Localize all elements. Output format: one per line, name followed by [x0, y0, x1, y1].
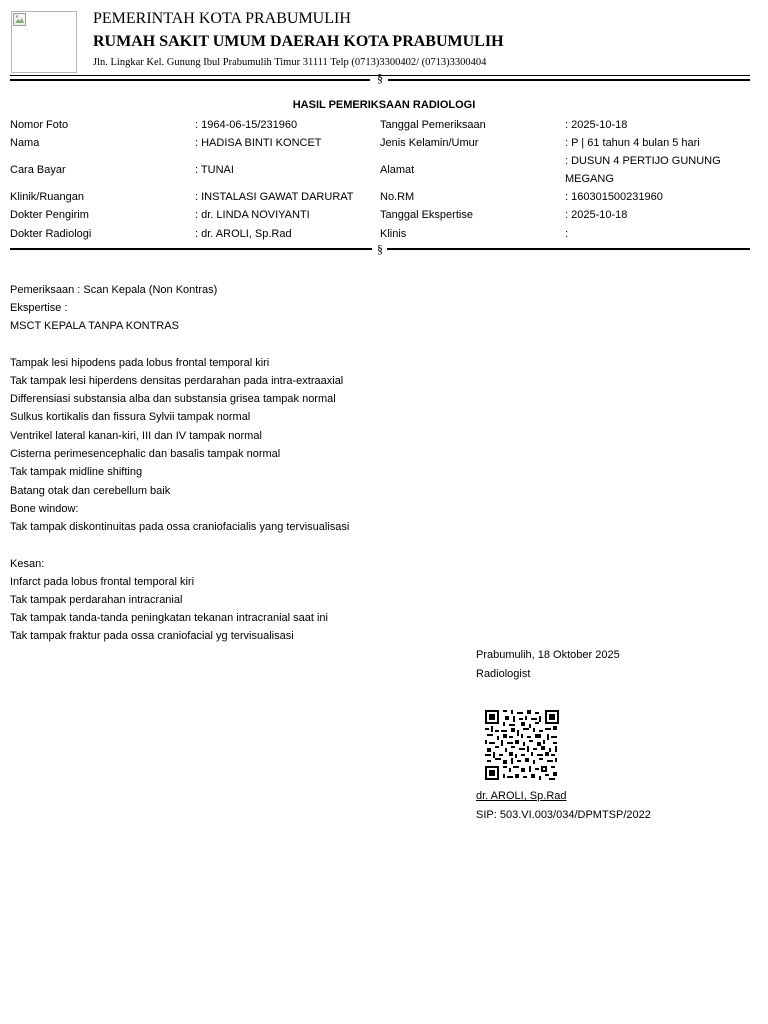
- report-line: MSCT KEPALA TANPA KONTRAS: [10, 320, 179, 332]
- value-klinik-ruangan: : INSTALASI GAWAT DARURAT: [195, 191, 354, 203]
- report-line: Sulkus kortikalis dan fissura Sylvii tampak normal: [10, 411, 251, 423]
- value-klinis: :: [565, 228, 569, 240]
- value-dokter-radiologi: : dr. AROLI, Sp.Rad: [195, 228, 292, 240]
- value-jenis-kelamin-umur: : P | 61 tahun 4 bulan 5 hari: [565, 137, 700, 149]
- report-line: Batang otak dan cerebellum baik: [10, 485, 171, 497]
- label-dokter-radiologi: Dokter Radiologi: [10, 228, 92, 240]
- section-sign: §: [377, 242, 383, 256]
- report-line: Tak tampak diskontinuitas pada ossa craniofacialis yang tervisualisasi: [10, 521, 350, 533]
- radiologist-sip: SIP: 503.VI.003/034/DPMTSP/2022: [476, 809, 651, 821]
- label-nomor-foto: Nomor Foto: [10, 119, 69, 131]
- value-cara-bayar: : TUNAI: [195, 164, 234, 176]
- report-line: Infarct pada lobus frontal temporal kiri: [10, 576, 195, 588]
- label-tanggal-ekspertise: Tanggal Ekspertise: [380, 209, 473, 221]
- report-line: Cisterna perimesencephalic dan basalis tampak normal: [10, 448, 281, 460]
- label-klinik-ruangan: Klinik/Ruangan: [10, 191, 84, 203]
- government-name: PEMERINTAH KOTA PRABUMULIH: [93, 10, 351, 27]
- value-tanggal-pemeriksaan: : 2025-10-18: [565, 119, 628, 131]
- report-line: Bone window:: [10, 503, 79, 515]
- hospital-address: Jln. Lingkar Kel. Gunung Ibul Prabumulih Timur 31111 Telp (0713)3300402/ (0713)3300404: [93, 57, 487, 68]
- signature-place-date: Prabumulih, 18 Oktober 2025: [476, 649, 620, 661]
- value-dokter-pengirim: : dr. LINDA NOVIYANTI: [195, 209, 310, 221]
- label-nama: Nama: [10, 137, 40, 149]
- label-alamat: Alamat: [380, 164, 415, 176]
- report-line: Tak tampak lesi hiperdens densitas perdarahan pada intra-extraaxial: [10, 375, 344, 387]
- signature-role: Radiologist: [476, 668, 531, 680]
- info-divider: [10, 242, 750, 257]
- report-line: Differensiasi substansia alba dan substansia grisea tampak normal: [10, 393, 336, 405]
- hospital-logo-placeholder: [11, 11, 77, 73]
- report-line: Tak tampak fraktur pada ossa craniofacial yg tervisualisasi: [10, 630, 294, 642]
- qr-code-icon: [485, 710, 559, 780]
- report-line: Ekspertise :: [10, 302, 68, 314]
- label-cara-bayar: Cara Bayar: [10, 164, 66, 176]
- value-no-rm: : 160301500231960: [565, 191, 663, 203]
- report-line: Kesan:: [10, 558, 45, 570]
- report-line: Tampak lesi hipodens pada lobus frontal temporal kiri: [10, 357, 270, 369]
- value-tanggal-ekspertise: : 2025-10-18: [565, 209, 628, 221]
- label-tanggal-pemeriksaan: Tanggal Pemeriksaan: [380, 119, 486, 131]
- report-line: Tak tampak tanda-tanda peningkatan tekanan intracranial saat ini: [10, 612, 328, 624]
- header-divider: [10, 71, 750, 86]
- broken-image-icon: [13, 13, 27, 27]
- value-alamat: : DUSUN 4 PERTIJO GUNUNG MEGANG: [565, 155, 721, 185]
- label-dokter-pengirim: Dokter Pengirim: [10, 209, 89, 221]
- section-sign: §: [377, 71, 383, 85]
- value-nomor-foto: : 1964-06-15/231960: [195, 119, 298, 131]
- report-line: Ventrikel lateral kanan-kiri, III dan IV tampak normal: [10, 430, 262, 442]
- label-jenis-kelamin-umur: Jenis Kelamin/Umur: [380, 137, 479, 149]
- hospital-name: RUMAH SAKIT UMUM DAERAH KOTA PRABUMULIH: [93, 33, 504, 50]
- value-nama: : HADISA BINTI KONCET: [195, 137, 322, 149]
- radiologist-name: dr. AROLI, Sp.Rad: [476, 790, 567, 802]
- report-line: Pemeriksaan : Scan Kepala (Non Kontras): [10, 284, 218, 296]
- label-klinis: Klinis: [380, 228, 407, 240]
- label-no-rm: No.RM: [380, 191, 415, 203]
- document-title: HASIL PEMERIKSAAN RADIOLOGI: [292, 99, 476, 111]
- report-line: Tak tampak perdarahan intracranial: [10, 594, 183, 606]
- report-line: Tak tampak midline shifting: [10, 466, 143, 478]
